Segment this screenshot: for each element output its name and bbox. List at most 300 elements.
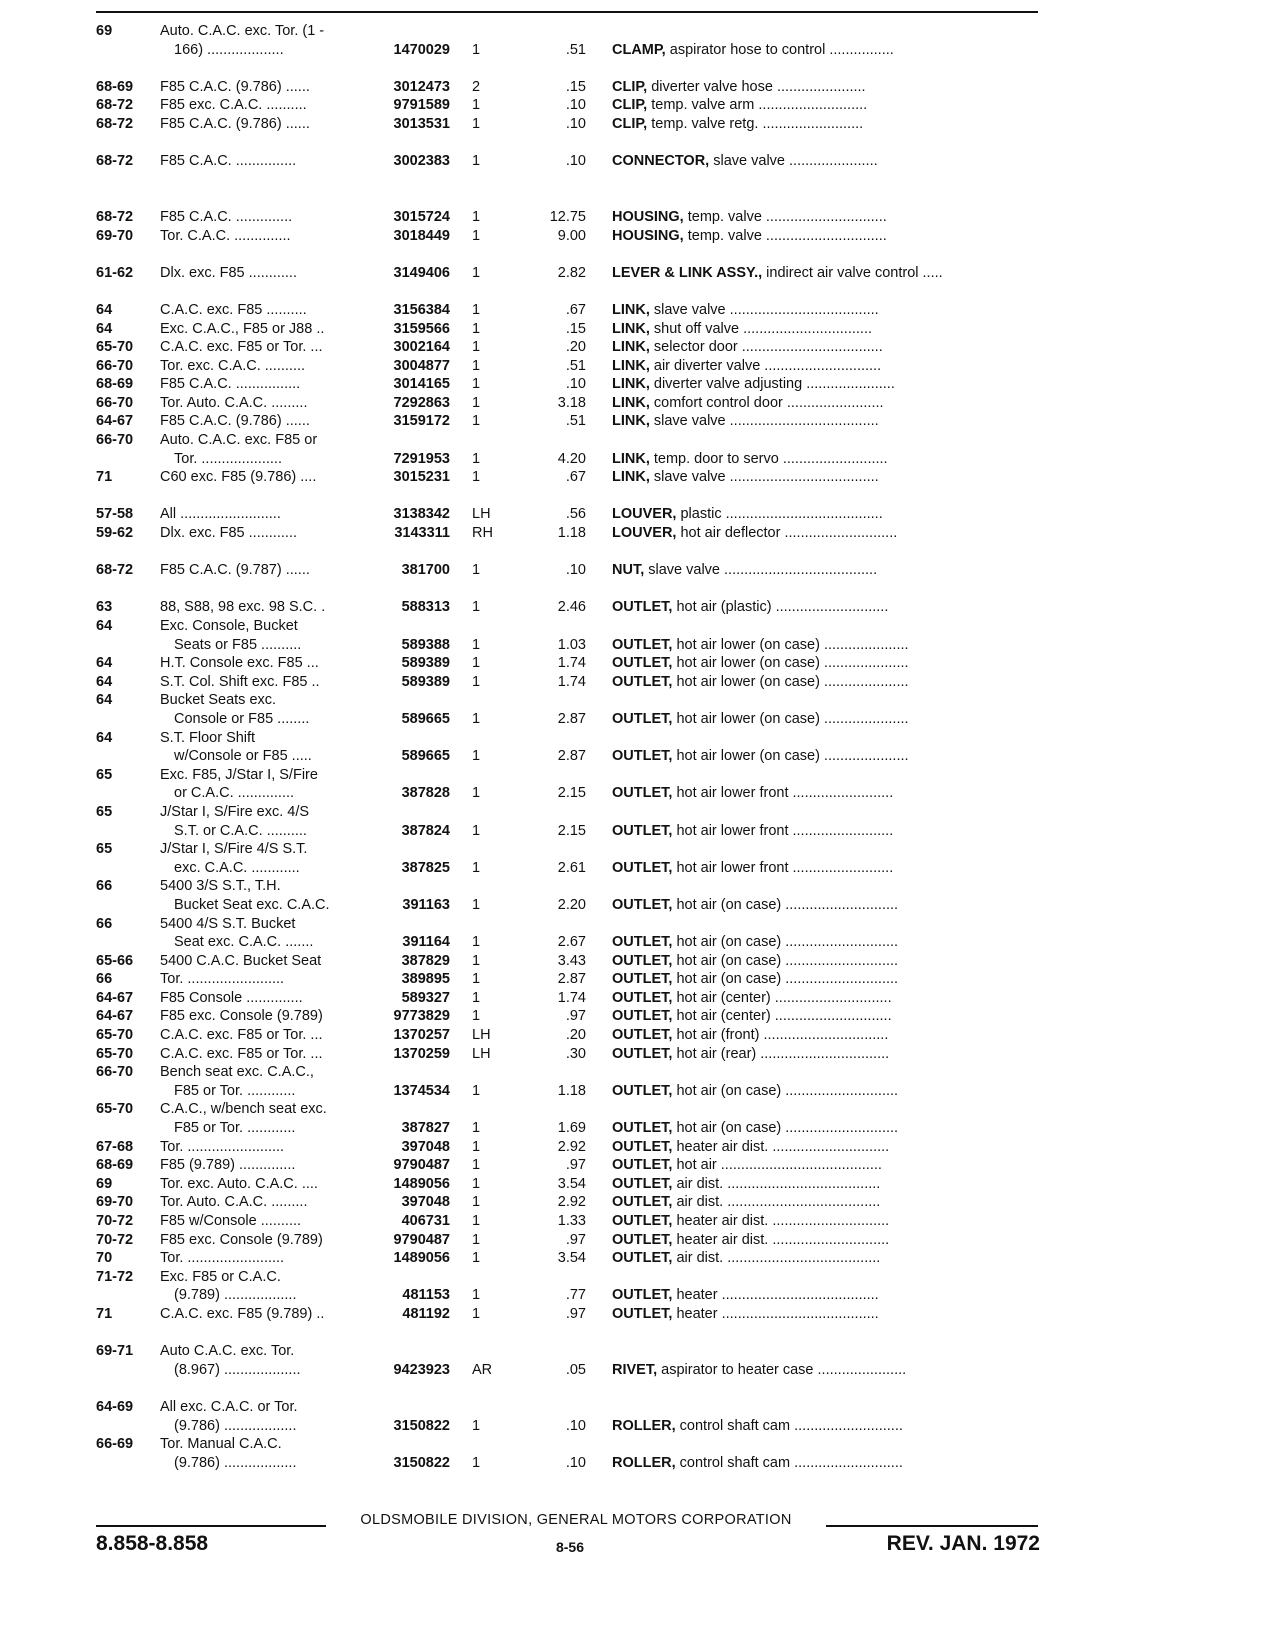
quantity-cell: LH <box>472 506 491 523</box>
year-cell: 57-58 <box>96 506 134 523</box>
item-description: temp. door to servo .......................... <box>653 450 888 467</box>
item-description: aspirator hose to control ................ <box>669 41 894 58</box>
part-number-cell: 3004877 <box>393 357 450 374</box>
year-cell: 66 <box>96 915 113 932</box>
part-number-cell: 3012473 <box>393 78 450 95</box>
price-cell: 2.92 <box>557 1194 586 1211</box>
model-cell: All exc. C.A.C. or Tor. <box>160 1398 298 1415</box>
item-name: OUTLET, <box>612 748 673 765</box>
model-cell: (9.786) .................. <box>174 1454 297 1471</box>
item-description: comfort control door ........................ <box>653 394 884 411</box>
model-cell: Tor. .................... <box>174 450 282 467</box>
table-row <box>96 264 1040 283</box>
year-cell: 61-62 <box>96 264 134 281</box>
model-cell: F85 exc. C.A.C. .......... <box>160 97 307 114</box>
year-cell: 68-72 <box>96 153 134 170</box>
table-row <box>96 1435 1040 1454</box>
item-name: LINK, <box>612 339 650 356</box>
row-spacer <box>96 1379 1040 1398</box>
year-cell: 68-69 <box>96 1157 134 1174</box>
year-cell: 64 <box>96 655 113 672</box>
item-description: air dist. ...................................... <box>676 1194 881 1211</box>
quantity-cell: 1 <box>472 153 481 170</box>
item-description: hot air (on case) ............................ <box>676 971 899 988</box>
year-cell: 70 <box>96 1250 113 1267</box>
item-description: hot air (on case) ............................ <box>676 934 899 951</box>
table-row <box>96 208 1040 227</box>
quantity-cell: 1 <box>472 469 481 486</box>
year-cell: 71-72 <box>96 1268 134 1285</box>
year-cell: 67-68 <box>96 1138 134 1155</box>
model-cell: C.A.C. exc. F85 .......... <box>160 301 307 318</box>
quantity-cell: 1 <box>472 636 481 653</box>
part-number-cell: 1374534 <box>393 1082 450 1099</box>
year-cell: 65-70 <box>96 1027 134 1044</box>
year-cell: 64 <box>96 301 113 318</box>
table-row <box>96 450 1040 469</box>
price-cell: 2.46 <box>557 599 586 616</box>
model-cell: Tor. Auto. C.A.C. ......... <box>160 394 308 411</box>
model-cell: Tor. ........................ <box>160 1138 285 1155</box>
model-cell: Bench seat exc. C.A.C., <box>160 1064 314 1081</box>
description-cell <box>612 822 1040 841</box>
quantity-cell: 1 <box>472 1213 481 1229</box>
quantity-cell: LH <box>472 1027 491 1044</box>
part-number-cell: 3156384 <box>393 301 450 318</box>
part-number-cell: 3015724 <box>393 208 450 225</box>
quantity-cell: 1 <box>472 859 481 876</box>
year-cell: 65 <box>96 766 113 783</box>
item-description: control shaft cam ........................... <box>679 1454 903 1471</box>
item-name: OUTLET, <box>612 673 673 690</box>
item-name: OUTLET, <box>612 655 673 672</box>
table-row <box>96 1212 1040 1231</box>
price-cell: 2.67 <box>557 934 586 951</box>
model-cell: Seats or F85 .......... <box>174 636 302 653</box>
description-cell <box>612 320 1040 339</box>
table-row <box>96 115 1040 134</box>
price-cell: .10 <box>565 115 586 132</box>
year-cell: 69-70 <box>96 1194 134 1211</box>
price-cell: .10 <box>565 1417 586 1434</box>
price-cell: .30 <box>565 1045 586 1062</box>
price-cell: .20 <box>565 1027 586 1044</box>
table-row <box>96 691 1040 710</box>
part-number-cell: 589665 <box>401 748 450 765</box>
quantity-cell: 1 <box>472 339 481 356</box>
table-row <box>96 989 1040 1008</box>
model-cell: F85 C.A.C. (9.786) ...... <box>160 413 310 430</box>
item-name: LEVER & LINK ASSY., <box>612 264 763 281</box>
model-cell: Exc. F85 or C.A.C. <box>160 1268 281 1285</box>
item-name: HOUSING, <box>612 208 684 225</box>
quantity-cell: 1 <box>472 952 481 969</box>
part-number-cell: 589665 <box>401 710 450 727</box>
parts-table <box>96 22 1040 1472</box>
description-cell <box>612 1361 1040 1380</box>
quantity-cell: 1 <box>472 376 481 393</box>
year-cell: 65-70 <box>96 339 134 356</box>
part-number-cell: 1470029 <box>393 41 450 58</box>
item-description: air dist. ...................................... <box>676 1175 881 1192</box>
item-name: OUTLET, <box>612 989 673 1006</box>
price-cell: 2.15 <box>557 822 586 839</box>
table-row <box>96 375 1040 394</box>
quantity-cell: 1 <box>472 822 481 839</box>
item-description: heater air dist. ............................. <box>676 1138 890 1155</box>
item-description: diverter valve adjusting ...................... <box>653 376 895 393</box>
table-row <box>96 78 1040 97</box>
description-cell <box>612 1175 1040 1194</box>
part-number-cell: 381700 <box>401 562 450 579</box>
part-number-cell: 387825 <box>401 859 450 876</box>
price-cell: .56 <box>565 506 586 523</box>
year-cell: 65-66 <box>96 952 134 969</box>
quantity-cell: 1 <box>472 934 481 951</box>
table-row <box>96 357 1040 376</box>
item-name: OUTLET, <box>612 859 673 876</box>
quantity-cell: 1 <box>472 785 481 802</box>
quantity-cell: 1 <box>472 1417 481 1434</box>
year-cell: 65-70 <box>96 1045 134 1062</box>
item-description: air diverter valve ............................. <box>653 357 882 374</box>
table-row <box>96 1026 1040 1045</box>
quantity-cell: 1 <box>472 413 481 430</box>
item-description: control shaft cam ........................... <box>679 1417 903 1434</box>
table-row <box>96 710 1040 729</box>
item-description: hot air (on case) ............................ <box>676 1082 899 1099</box>
description-cell <box>612 1156 1040 1175</box>
model-cell: C.A.C. exc. F85 or Tor. ... <box>160 1045 323 1062</box>
year-cell: 69-71 <box>96 1343 134 1360</box>
item-name: OUTLET, <box>612 1305 673 1322</box>
table-row <box>96 1342 1040 1361</box>
price-cell: .10 <box>565 376 586 393</box>
quantity-cell: 1 <box>472 1287 481 1304</box>
model-cell: Auto. C.A.C. exc. Tor. (1 - <box>160 23 325 39</box>
table-row <box>96 803 1040 822</box>
model-cell: (9.786) .................. <box>174 1417 297 1434</box>
table-row <box>96 468 1040 487</box>
table-row <box>96 505 1040 524</box>
item-name: OUTLET, <box>612 1082 673 1099</box>
part-number-cell: 387824 <box>401 822 450 839</box>
year-cell: 65 <box>96 841 113 858</box>
item-description: hot air (center) ............................. <box>676 1008 892 1025</box>
part-number-cell: 7292863 <box>393 394 450 411</box>
description-cell <box>612 1286 1040 1305</box>
model-cell: Tor. Manual C.A.C. <box>160 1436 282 1453</box>
item-description: hot air (on case) ............................ <box>676 952 899 969</box>
part-number-cell: 3138342 <box>393 506 450 523</box>
part-number-cell: 397048 <box>401 1194 450 1211</box>
item-name: LINK, <box>612 469 650 486</box>
item-description: air dist. ...................................... <box>676 1250 881 1267</box>
model-cell: S.T. Col. Shift exc. F85 .. <box>160 673 320 690</box>
price-cell: 1.18 <box>557 525 586 542</box>
description-cell <box>612 1193 1040 1212</box>
item-name: CLIP, <box>612 78 648 95</box>
quantity-cell: 1 <box>472 394 481 411</box>
item-description: hot air lower (on case) ..................... <box>676 673 909 690</box>
year-cell: 66-70 <box>96 1064 134 1081</box>
table-row <box>96 766 1040 785</box>
year-cell: 64-67 <box>96 989 134 1006</box>
item-description: hot air (on case) ............................ <box>676 896 899 913</box>
item-description: hot air ........................................ <box>676 1157 882 1174</box>
description-cell <box>612 301 1040 320</box>
item-name: OUTLET, <box>612 1250 673 1267</box>
price-cell: .97 <box>565 1231 586 1248</box>
quantity-cell: 1 <box>472 896 481 913</box>
model-cell: F85 C.A.C. ............... <box>160 153 297 170</box>
price-cell: .10 <box>565 562 586 579</box>
table-row <box>96 617 1040 636</box>
table-row <box>96 729 1040 748</box>
model-cell: C60 exc. F85 (9.786) .... <box>160 469 317 486</box>
quantity-cell: RH <box>472 525 493 542</box>
page-number: 8-56 <box>555 1539 585 1555</box>
part-number-cell: 1489056 <box>393 1175 450 1192</box>
quantity-cell: 1 <box>472 710 481 727</box>
model-cell: Auto. C.A.C. exc. F85 or <box>160 432 318 449</box>
table-row <box>96 673 1040 692</box>
item-name: LINK, <box>612 394 650 411</box>
model-cell: F85 or Tor. ............ <box>174 1120 296 1137</box>
quantity-cell: 1 <box>472 1250 481 1267</box>
table-row <box>96 840 1040 859</box>
item-name: OUTLET, <box>612 1027 673 1044</box>
item-name: LINK, <box>612 376 650 393</box>
part-number-cell: 387828 <box>401 785 450 802</box>
year-cell: 64 <box>96 673 113 690</box>
year-cell: 66-70 <box>96 357 134 374</box>
price-cell: .10 <box>565 1454 586 1471</box>
model-cell: J/Star I, S/Fire exc. 4/S <box>160 803 310 820</box>
item-name: OUTLET, <box>612 1175 673 1192</box>
table-row <box>96 915 1040 934</box>
model-cell: J/Star I, S/Fire 4/S S.T. <box>160 841 308 858</box>
footer-credit: OLDSMOBILE DIVISION, GENERAL MOTORS CORPORATION <box>360 1512 792 1528</box>
part-number-cell: 3014165 <box>393 376 450 393</box>
description-cell <box>612 859 1040 878</box>
item-name: OUTLET, <box>612 785 673 802</box>
row-spacer <box>96 171 1040 190</box>
model-cell: 166) ................... <box>174 41 284 58</box>
item-description: heater air dist. ............................. <box>676 1213 890 1229</box>
row-spacer <box>96 1324 1040 1343</box>
part-number-cell: 481192 <box>402 1305 450 1322</box>
part-number-cell: 391164 <box>402 934 450 951</box>
table-row <box>96 784 1040 803</box>
table-row <box>96 952 1040 971</box>
price-cell: 1.74 <box>557 989 586 1006</box>
description-cell <box>612 636 1040 655</box>
table-row <box>96 1249 1040 1268</box>
model-cell: C.A.C. exc. F85 or Tor. ... <box>160 1027 323 1044</box>
year-cell: 68-69 <box>96 376 134 393</box>
description-cell <box>612 468 1040 487</box>
table-row <box>96 598 1040 617</box>
table-row <box>96 320 1040 339</box>
quantity-cell: 1 <box>472 97 481 114</box>
quantity-cell: 1 <box>472 1454 481 1471</box>
description-cell <box>612 896 1040 915</box>
model-cell: F85 C.A.C. ................ <box>160 376 301 393</box>
part-number-cell: 9423923 <box>393 1361 450 1378</box>
item-description: temp. valve arm ........................... <box>651 97 868 114</box>
item-name: OUTLET, <box>612 1157 673 1174</box>
item-description: hot air deflector ............................ <box>680 525 898 542</box>
item-description: temp. valve .............................. <box>687 227 887 244</box>
year-cell: 66 <box>96 878 113 895</box>
description-cell <box>612 375 1040 394</box>
part-number-cell: 397048 <box>401 1138 450 1155</box>
part-number-cell: 3150822 <box>393 1454 450 1471</box>
item-description: hot air lower front ......................... <box>676 859 894 876</box>
table-row <box>96 1193 1040 1212</box>
model-cell: or C.A.C. .............. <box>174 785 295 802</box>
part-number-cell: 3149406 <box>393 264 450 281</box>
quantity-cell: 1 <box>472 1082 481 1099</box>
model-cell: F85 (9.789) .............. <box>160 1157 296 1174</box>
model-cell: H.T. Console exc. F85 ... <box>160 655 319 672</box>
table-row <box>96 747 1040 766</box>
item-name: OUTLET, <box>612 1138 673 1155</box>
price-cell: 2.87 <box>557 748 586 765</box>
part-number-cell: 1370257 <box>393 1027 450 1044</box>
description-cell <box>612 338 1040 357</box>
model-cell: Exc. C.A.C., F85 or J88 .. <box>160 320 325 337</box>
year-cell: 68-69 <box>96 78 134 95</box>
part-number-cell: 3159172 <box>393 413 450 430</box>
description-cell <box>612 96 1040 115</box>
quantity-cell: 1 <box>472 227 481 244</box>
model-cell: F85 exc. Console (9.789) <box>160 1231 323 1248</box>
price-cell: .77 <box>565 1287 586 1304</box>
year-cell: 66-69 <box>96 1436 134 1453</box>
part-number-cell: 1370259 <box>393 1045 450 1062</box>
price-cell: .51 <box>565 41 586 58</box>
description-cell <box>612 152 1040 171</box>
description-cell <box>612 357 1040 376</box>
model-cell: All ......................... <box>160 506 281 523</box>
price-cell: .67 <box>565 469 586 486</box>
year-cell: 64-67 <box>96 1008 134 1025</box>
item-description: slave valve ..................................... <box>653 301 879 318</box>
item-description: hot air (plastic) ............................ <box>676 599 889 616</box>
model-cell: S.T. Floor Shift <box>160 729 256 746</box>
model-cell: Tor. C.A.C. .............. <box>160 227 291 244</box>
price-cell: .10 <box>565 97 586 114</box>
year-cell: 63 <box>96 599 113 616</box>
table-row <box>96 1175 1040 1194</box>
description-cell <box>612 41 1040 60</box>
quantity-cell: 1 <box>472 320 481 337</box>
description-cell <box>612 1305 1040 1324</box>
description-cell <box>612 1026 1040 1045</box>
price-cell: 2.82 <box>557 264 586 281</box>
price-cell: .97 <box>565 1305 586 1322</box>
description-cell <box>612 784 1040 803</box>
table-row <box>96 152 1040 171</box>
year-cell: 70-72 <box>96 1213 134 1229</box>
item-description: hot air lower (on case) ..................... <box>676 636 909 653</box>
item-description: heater ....................................... <box>676 1305 879 1322</box>
item-description: plastic ....................................... <box>680 506 883 523</box>
model-cell: 5400 C.A.C. Bucket Seat <box>160 952 322 969</box>
table-row <box>96 970 1040 989</box>
part-number-cell: 3143311 <box>394 525 450 542</box>
price-cell: 2.20 <box>557 896 586 913</box>
part-number-cell: 3013531 <box>393 115 450 132</box>
item-name: OUTLET, <box>612 952 673 969</box>
part-number-cell: 3159566 <box>393 320 450 337</box>
description-cell <box>612 1417 1040 1436</box>
table-row <box>96 1268 1040 1287</box>
row-spacer <box>96 580 1040 599</box>
quantity-cell: 1 <box>472 1120 481 1137</box>
description-cell <box>612 78 1040 97</box>
model-cell: F85 C.A.C. (9.787) ...... <box>160 562 310 579</box>
year-cell: 59-62 <box>96 525 134 542</box>
quantity-cell: 1 <box>472 673 481 690</box>
table-row <box>96 412 1040 431</box>
year-cell: 65-70 <box>96 1101 134 1118</box>
price-cell: .97 <box>565 1008 586 1025</box>
item-name: ROLLER, <box>612 1417 676 1434</box>
item-description: hot air (front) ............................... <box>676 1027 889 1044</box>
quantity-cell: AR <box>472 1361 493 1378</box>
item-name: OUTLET, <box>612 1045 673 1062</box>
table-row <box>96 859 1040 878</box>
table-row <box>96 1138 1040 1157</box>
quantity-cell: 1 <box>472 301 481 318</box>
model-cell: F85 C.A.C. .............. <box>160 208 293 225</box>
description-cell <box>612 208 1040 227</box>
description-cell <box>612 1045 1040 1064</box>
part-number-cell: 589389 <box>401 655 450 672</box>
price-cell: 1.74 <box>557 655 586 672</box>
price-cell: 2.15 <box>557 785 586 802</box>
description-cell <box>612 450 1040 469</box>
row-spacer <box>96 282 1040 301</box>
row-spacer <box>96 189 1040 208</box>
item-description: shut off valve ................................ <box>653 320 873 337</box>
table-row <box>96 1361 1040 1380</box>
item-name: LOUVER, <box>612 525 677 542</box>
model-cell: Exc. F85, J/Star I, S/Fire <box>160 766 318 783</box>
price-cell: .10 <box>565 153 586 170</box>
model-cell: Bucket Seats exc. <box>160 692 277 709</box>
description-cell <box>612 1138 1040 1157</box>
table-row <box>96 1063 1040 1082</box>
year-cell: 68-72 <box>96 562 134 579</box>
item-description: hot air lower (on case) ..................... <box>676 710 909 727</box>
quantity-cell: 1 <box>472 208 481 225</box>
item-name: LINK, <box>612 357 650 374</box>
model-cell: F85 C.A.C. (9.786) ...... <box>160 115 310 132</box>
part-number-cell: 389895 <box>401 971 450 988</box>
table-row <box>96 1119 1040 1138</box>
item-description: hot air lower front ......................... <box>676 785 894 802</box>
model-cell: 88, S88, 98 exc. 98 S.C. . <box>160 599 326 616</box>
item-name: CLIP, <box>612 115 648 132</box>
table-row <box>96 1100 1040 1119</box>
item-name: HOUSING, <box>612 227 684 244</box>
price-cell: 3.54 <box>557 1250 586 1267</box>
quantity-cell: 1 <box>472 655 481 672</box>
